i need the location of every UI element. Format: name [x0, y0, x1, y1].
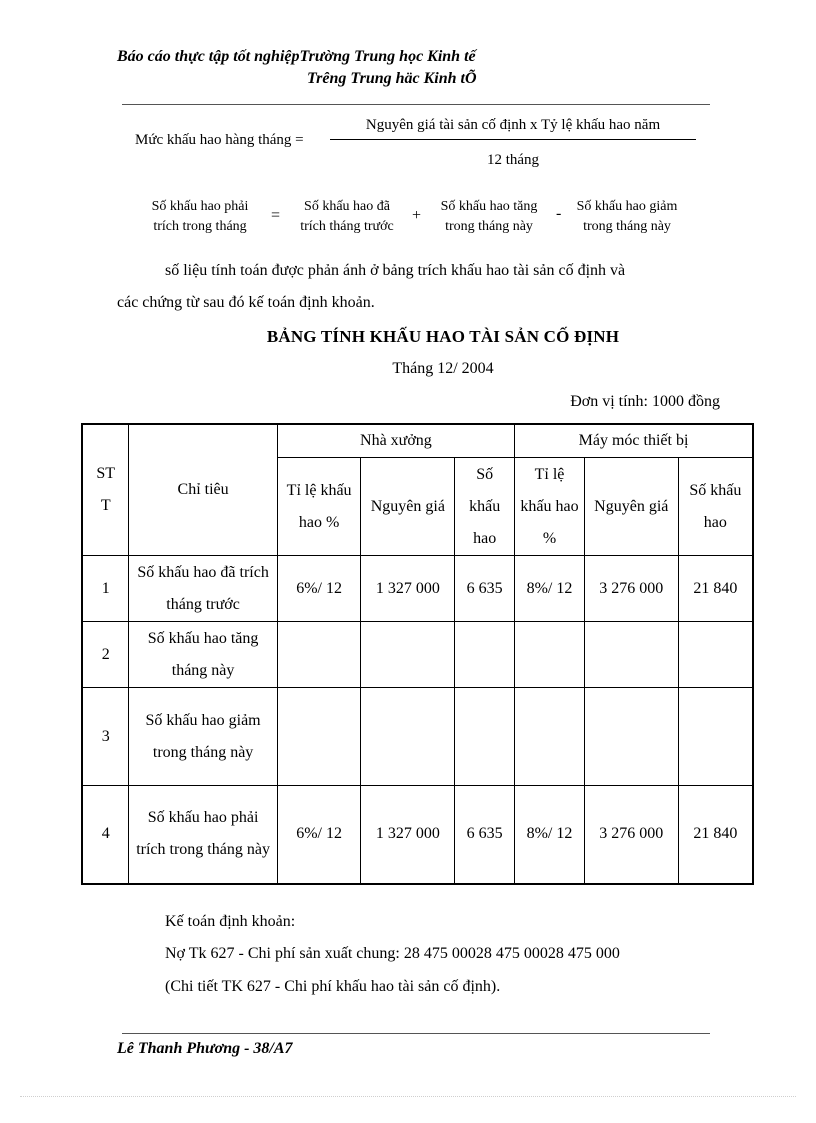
cell-cost-factory: 1 327 000	[361, 556, 455, 622]
page-bottom-dotted-line	[20, 1096, 796, 1097]
cell-cost-factory: 1 327 000	[361, 786, 455, 884]
cell-amount-factory	[455, 622, 515, 688]
formula2-term-prev-line2: trích tháng trước	[300, 219, 394, 234]
formula2-term-decrease	[566, 197, 688, 237]
cell-rate-machinery	[515, 688, 585, 786]
table-row	[82, 688, 753, 786]
cell-label: Số khấu hao tăng tháng này	[129, 622, 277, 688]
formula2-term-payable-line1: Số khấu hao phải	[151, 199, 249, 214]
cell-stt: 2	[82, 622, 129, 688]
cell-label: Số khấu hao phải trích trong tháng này	[129, 786, 277, 884]
table-header-row-1	[82, 424, 753, 458]
cell-cost-machinery: 3 276 000	[584, 556, 678, 622]
header-amount-factory: Số khấu hao	[455, 458, 515, 556]
cell-cost-machinery	[584, 622, 678, 688]
header-rate-factory: Tỉ lệ khấu hao %	[277, 458, 361, 556]
table-row	[82, 556, 753, 622]
cell-rate-machinery: 8%/ 12	[515, 556, 585, 622]
formula2-equals: =	[271, 207, 281, 224]
cell-rate-factory	[277, 622, 361, 688]
cell-stt: 1	[82, 556, 129, 622]
formula2-term-prev-line1: Số khấu hao đã	[304, 199, 390, 214]
table-unit: Đơn vị tính: 1000 đồng	[570, 393, 720, 410]
cell-rate-factory: 6%/ 12	[277, 556, 361, 622]
paragraph-line-2: các chứng từ sau đó kế toán định khoản.	[117, 294, 375, 311]
cell-amount-factory: 6 635	[455, 786, 515, 884]
cell-rate-factory: 6%/ 12	[277, 786, 361, 884]
header-line-1: Báo cáo thực tập tốt nghiệpTrường Trung học Kinh tế	[117, 48, 476, 65]
formula1-fraction-bar	[330, 139, 696, 140]
header-indicator: Chỉ tiêu	[129, 424, 277, 556]
header-group-factory: Nhà xưởng	[277, 424, 514, 458]
formula2-term-increase-line2: trong tháng này	[445, 219, 533, 234]
table-title: BẢNG TÍNH KHẤU HAO TÀI SẢN CỐ ĐỊNH	[266, 327, 620, 346]
cell-cost-machinery	[584, 688, 678, 786]
cell-stt: 3	[82, 688, 129, 786]
paragraph-line-1: số liệu tính toán được phản ánh ở bảng trích khấu hao tài sản cố định và	[165, 262, 626, 279]
formula2-term-payable	[138, 197, 262, 237]
cell-rate-machinery	[515, 622, 585, 688]
formula2-minus: -	[556, 205, 562, 222]
table-row	[82, 622, 753, 688]
table-month: Tháng 12/ 2004	[392, 360, 494, 377]
cell-cost-factory	[361, 688, 455, 786]
formula2-term-increase	[428, 197, 550, 237]
cell-amount-factory: 6 635	[455, 556, 515, 622]
header-line-2: Trêng Trung häc Kinh tÕ	[307, 70, 477, 87]
header-cost-machinery: Nguyên giá	[584, 458, 678, 556]
header-rate-machinery: Tỉ lệ khấu hao %	[515, 458, 585, 556]
table-row	[82, 786, 753, 884]
footer-author: Lê Thanh Phương - 38/A7	[117, 1040, 293, 1057]
header-amount-machinery: Số khấu hao	[678, 458, 753, 556]
formula2-term-prev	[286, 197, 408, 237]
header-rule	[122, 104, 710, 105]
cell-rate-factory	[277, 688, 361, 786]
formula1-denominator: 12 tháng	[486, 152, 540, 168]
formula2-term-decrease-line1: Số khấu hao giảm	[576, 199, 678, 214]
cell-amount-factory	[455, 688, 515, 786]
header-stt: ST T	[82, 424, 129, 556]
cell-amount-machinery: 21 840	[678, 786, 753, 884]
formula1-lhs: Mức khấu hao hàng tháng =	[135, 132, 304, 148]
formula2-term-payable-line2: trích trong tháng	[153, 219, 247, 234]
cell-amount-machinery	[678, 688, 753, 786]
formula1-numerator: Nguyên giá tài sản cố định x Tỷ lệ khấu hao năm	[365, 117, 661, 133]
depreciation-table	[81, 423, 754, 885]
cell-rate-machinery: 8%/ 12	[515, 786, 585, 884]
cell-stt: 4	[82, 786, 129, 884]
header-group-machinery: Máy móc thiết bị	[515, 424, 753, 458]
cell-amount-machinery: 21 840	[678, 556, 753, 622]
cell-label: Số khấu hao giảm trong tháng này	[129, 688, 277, 786]
header-cost-factory: Nguyên giá	[361, 458, 455, 556]
cell-amount-machinery	[678, 622, 753, 688]
formula2-term-increase-line1: Số khấu hao tăng	[440, 199, 538, 214]
cell-cost-machinery: 3 276 000	[584, 786, 678, 884]
cell-label: Số khấu hao đã trích tháng trước	[129, 556, 277, 622]
notes-line-3: (Chi tiết TK 627 - Chi phí khấu hao tài sản cố định).	[165, 978, 501, 995]
footer-rule	[122, 1033, 710, 1034]
cell-cost-factory	[361, 622, 455, 688]
notes-line-2: Nợ Tk 627 - Chi phí sản xuất chung: 28 475 00028 475 00028 475 000	[165, 945, 620, 962]
formula2-plus: +	[412, 207, 422, 224]
formula2-term-decrease-line2: trong tháng này	[583, 219, 671, 234]
notes-line-1: Kế toán định khoản:	[165, 913, 296, 930]
